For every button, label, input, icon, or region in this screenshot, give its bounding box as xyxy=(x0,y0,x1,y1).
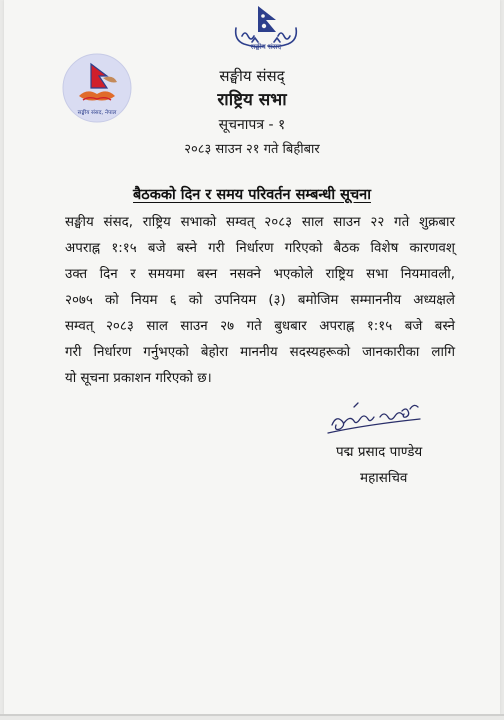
house-name: राष्ट्रिय सभा xyxy=(217,90,287,110)
notice-page xyxy=(4,0,500,714)
body-line: उक्त दिन र समयमा बस्न नसक्ने भएकोले राष्ट्रिय सभा नियमावली, xyxy=(65,267,455,282)
body-line: सङ्घीय संसद, राष्ट्रिय सभाको सम्वत् २०८३ साल साउन २२ गते शुक्रबार xyxy=(65,215,455,230)
body-line: गरी निर्धारण गर्नुभएको बेहोरा माननीय सदस्यहरूको जानकारीका लागि xyxy=(65,345,455,360)
notice-number: सूचनापत्र - १ xyxy=(218,117,286,133)
notice-subject xyxy=(4,184,500,204)
body-line: २०७५ को नियम ६ को उपनियम (३) बमोजिम सम्माननीय अध्यक्षले xyxy=(65,293,455,308)
body-line: सम्वत् २०८३ साल साउन २७ गते बुधबार अपराह्न १:१५ बजे बस्ने xyxy=(65,319,455,334)
parliament-seal-icon xyxy=(224,2,308,50)
emblem-lettering: सङ्घीय संसद, नेपाल xyxy=(77,110,117,116)
notice-date: २०८३ साउन २१ गते बिहीबार xyxy=(184,142,320,157)
seal-top-lettering: सङ्घीय संसद xyxy=(250,43,282,50)
notice-body xyxy=(65,210,455,392)
body-line: अपराह्न १:१५ बजे बस्ने गरी निर्धारण गरिएको बैठक विशेष कारणवश् xyxy=(65,241,455,256)
signature-image xyxy=(324,395,424,443)
notice-subject-text: बैठकको दिन र समय परिवर्तन सम्बन्धी सूचना xyxy=(133,187,371,203)
organization-name: सङ्घीय संसद् xyxy=(219,67,285,85)
page-edge-divider xyxy=(0,714,504,716)
signer-name: पद्म प्रसाद पाण्डेय xyxy=(336,444,423,460)
signer-title: महासचिव xyxy=(360,470,408,486)
body-line: यो सूचना प्रकाशन गरिएको छ। xyxy=(65,371,212,386)
